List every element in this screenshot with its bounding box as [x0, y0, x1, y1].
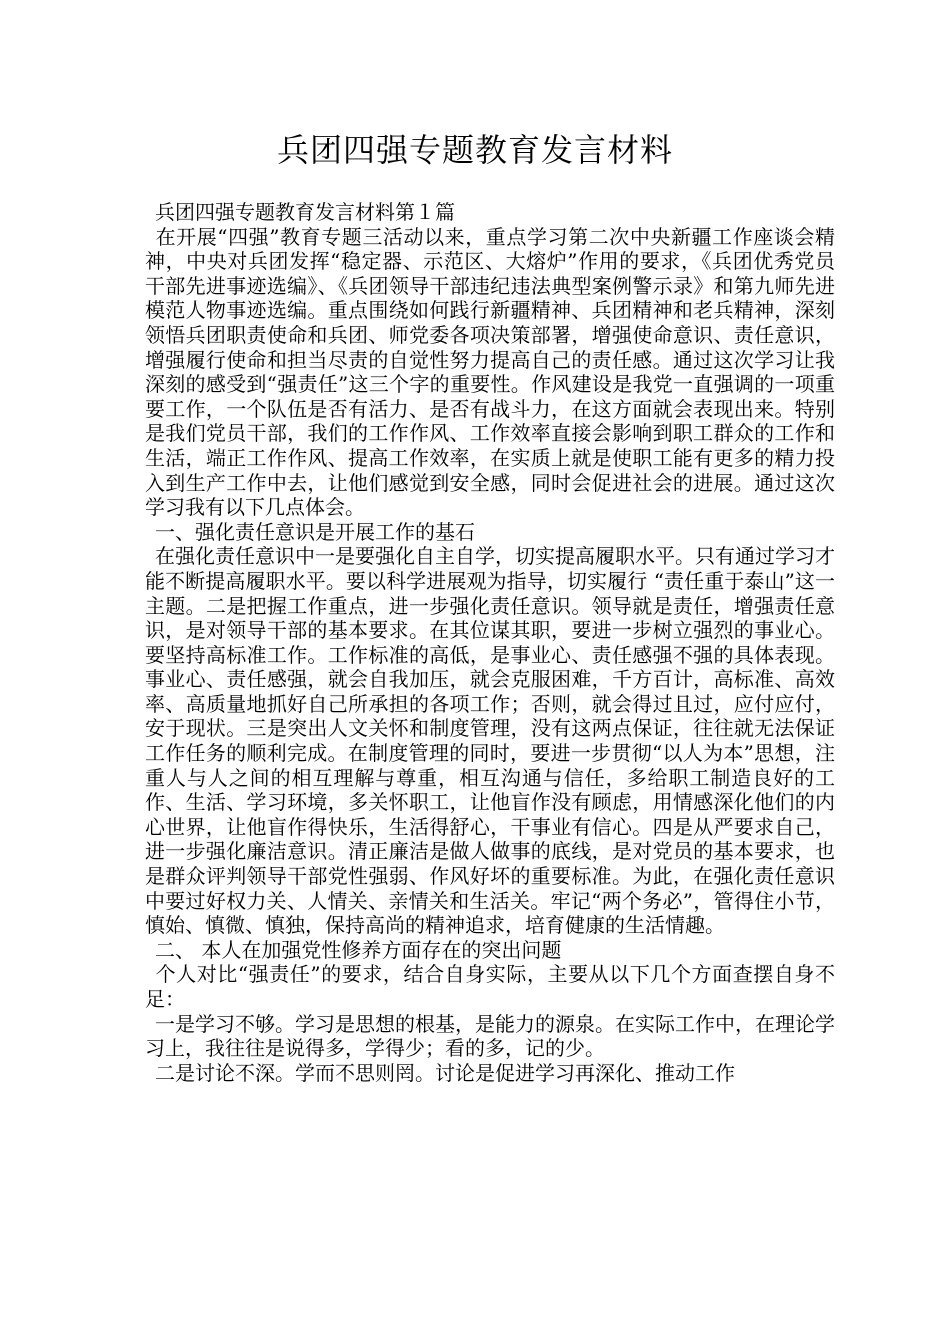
heading-text: 一、强化责任意识是开展工作的基石	[155, 519, 475, 544]
paragraph-study	[145, 1012, 835, 1061]
subtitle-text: 兵团四强专题教育发言材料第１篇	[155, 200, 455, 224]
paragraph-text: 个人对比“强责任”的要求，结合自身实际，主要从以下几个方面查摆自身不足：	[145, 962, 835, 1011]
document-subtitle	[145, 200, 835, 225]
paragraph-discussion	[145, 1061, 835, 1086]
document-title: 兵团四强专题教育发言材料	[276, 131, 673, 169]
paragraph-text: 在开展“四强”教育专题三活动以来，重点学习第二次中央新疆工作座谈会精神，中央对兵团发挥“稳定器、示范区、大熔炉”作用的要求，《兵团优秀党员干部先进事迹选编》、《兵团领导干部违纪违法典型案例警示录》和第九师先进模范人物事迹选编。重点围绕如何践行新疆精神、兵团精神和老兵精神，深刻领悟兵团职责使命和兵团、师党委各项决策部署，增强使命意识、责任意识，增强履行使命和担当尽责的自觉性努力提高自己的责任感。通过这次学习让我深刻的感受到“强责任”这三个字的重要性。作风建设是我党一直强调的一项重要工作，一个队伍是否有活力、是否有战斗力，在这方面就会表现出来。特别是我们党员干部，我们的工作作风、工作效率直接会影响到职工群众的工作和生活，端正工作作风、提高工作效率，在实质上就是使职工能有更多的精力投入到生产工作中去，让他们感觉到安全感，同时会促进社会的进展。通过这次学习我有以下几点体会。	[145, 224, 835, 520]
document-body	[145, 200, 835, 1085]
paragraph-text: 一是学习不够。学习是思想的根基，是能力的源泉。在实际工作中，在理论学习上，我往往是说得多，学得少；看的多，记的少。	[145, 1011, 835, 1061]
paragraph-text: 二是讨论不深。学而不思则罔。讨论是促进学习再深化、推动工作	[155, 1060, 735, 1085]
paragraph-text: 在强化责任意识中一是要强化自主自学，切实提高履职水平。只有通过学习才能不断提高履职水平。要以科学进展观为指导，切实履行 “责任重于泰山”这一主题。二是把握工作重点，进一步强化责任意识。领导就是责任，增强责任意识，是对领导干部的基本要求。在其位谋其职，要进一步树立强烈的事业心。要坚持高标准工作。工作标准的高低，是事业心、责任感强不强的具体表现。事业心、责任感强，就会自我加压，就会克服困难，千方百计，高标准、高效率、高质量地抓好自己所承担的各项工作；否则，就会得过且过，应付应付，安于现状。三是突出人文关怀和制度管理，没有这两点保证，往往就无法保证工作任务的顺利完成。在制度管理的同时，要进一步贯彻“以人为本”思想，注重人与人之间的相互理解与尊重，相互沟通与信任，多给职工制造良好的工作、生活、学习环境，多关怀职工，让他盲作没有顾虑，用情感深化他们的内心世界，让他盲作得快乐，生活得舒心，干事业有信心。四是从严要求自己，进一步强化廉洁意识。清正廉洁是做人做事的底线，是对党员的基本要求，也是群众评判领导干部党性强弱、作风好坏的重要标准。为此，在强化责任意识中要过好权力关、人情关、亲情关和生活关。牢记“两个务必”，管得住小节，慎始、慎微、慎独，保持高尚的精神追求，培育健康的生活情趣。	[145, 544, 835, 938]
paragraph-intro	[145, 225, 835, 520]
section-heading-2	[145, 938, 835, 963]
heading-text: 二、 本人在加强党性修养方面存在的突出问题	[155, 937, 562, 962]
paragraph-self-check	[145, 962, 835, 1011]
section-heading-1	[145, 520, 835, 545]
paragraph-responsibility	[145, 544, 835, 938]
